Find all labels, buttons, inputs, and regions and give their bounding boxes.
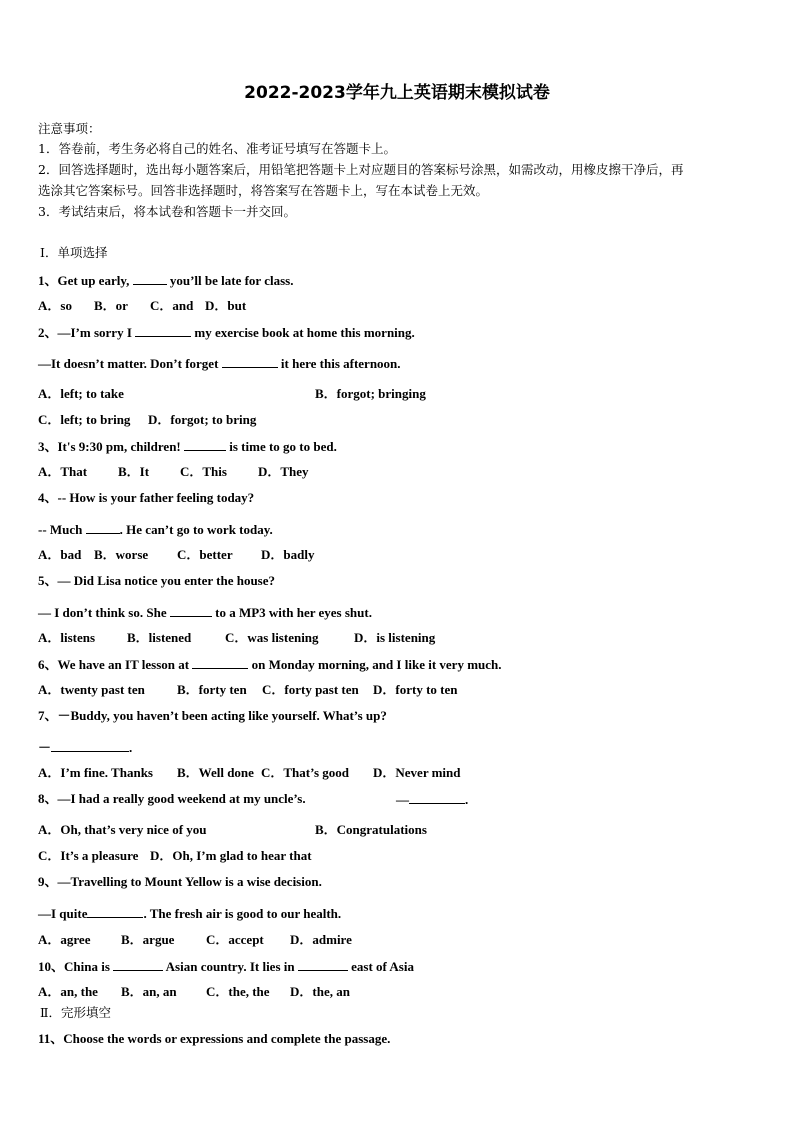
option-a[interactable]: A．an, the	[38, 984, 98, 999]
question-9-reply	[38, 905, 341, 922]
question-text: -- Much	[38, 522, 86, 537]
answer-blank	[298, 958, 348, 971]
question-2	[38, 324, 415, 341]
question-5: 5、— Did Lisa notice you enter the house?	[38, 573, 276, 588]
question-5-reply	[38, 604, 372, 621]
question-6	[38, 656, 502, 673]
option-b[interactable]: B．forgot; bringing	[315, 386, 426, 401]
option-b[interactable]: B．Congratulations	[315, 822, 427, 837]
option-d[interactable]: D．Never mind	[373, 765, 461, 780]
question-text: 2、—I’m sorry I	[38, 325, 136, 340]
option-d[interactable]: D．is listening	[354, 630, 436, 645]
option-b[interactable]: B．argue	[121, 932, 175, 947]
option-b[interactable]: B．worse	[94, 547, 149, 562]
option-b[interactable]: B．Well done	[177, 765, 254, 780]
page-title: 2022-2023学年九上英语期末模拟试卷	[244, 83, 550, 103]
option-a[interactable]: A．left; to take	[38, 386, 124, 401]
option-d[interactable]: D．badly	[261, 547, 315, 562]
question-text: －	[38, 740, 52, 755]
option-d[interactable]: D．They	[258, 464, 309, 479]
option-c[interactable]: C．the, the	[206, 984, 270, 999]
answer-blank	[113, 958, 163, 971]
question-text: Asian country. It lies in	[163, 959, 298, 974]
option-b[interactable]: B．forty ten	[177, 682, 247, 697]
question-3	[38, 438, 337, 455]
option-b[interactable]: B．or	[94, 298, 128, 313]
option-a[interactable]: A．Oh, that’s very nice of you	[38, 822, 207, 837]
option-a[interactable]: A．bad	[38, 547, 82, 562]
option-b[interactable]: B．It	[118, 464, 150, 479]
question-8-reply	[396, 791, 468, 808]
note-item-1: 1．答卷前，考生务必将自己的姓名、准考证号填写在答题卡上。	[38, 141, 396, 156]
option-d[interactable]: D．forgot; to bring	[148, 412, 257, 427]
option-b[interactable]: B．listened	[127, 630, 192, 645]
question-7: 7、－Buddy, you haven’t been acting like yourself. What’s up?	[38, 708, 387, 723]
answer-blank	[51, 739, 129, 752]
question-8: 8、—I had a really good weekend at my uncle’s.	[38, 791, 306, 806]
option-d[interactable]: D．but	[205, 298, 247, 313]
question-4-reply	[38, 521, 273, 538]
option-a[interactable]: A．listens	[38, 630, 96, 645]
option-d[interactable]: D．the, an	[290, 984, 350, 999]
option-a[interactable]: A．so	[38, 298, 72, 313]
question-text: — I don’t think so. She	[38, 605, 170, 620]
note-item-2-line-2: 选涂其它答案标号。回答非选择题时，将答案写在答题卡上，写在本试卷上无效。	[38, 183, 489, 198]
answer-blank	[170, 604, 212, 617]
option-c[interactable]: C．This	[180, 464, 227, 479]
option-d[interactable]: D．Oh, I’m glad to hear that	[150, 848, 312, 863]
question-text: on Monday morning, and I like it very much.	[248, 657, 502, 672]
question-text: to a MP3 with her eyes shut.	[211, 605, 372, 620]
answer-blank	[135, 324, 191, 337]
question-text: my exercise book at home this morning.	[191, 325, 415, 340]
option-b[interactable]: B．an, an	[121, 984, 177, 999]
note-item-3: 3．考试结束后，将本试卷和答题卡一并交回。	[38, 204, 296, 219]
question-text: 6、We have an IT lesson at	[38, 657, 193, 672]
answer-blank	[184, 438, 226, 451]
answer-blank	[133, 272, 167, 285]
question-9: 9、—Travelling to Mount Yellow is a wise decision.	[38, 874, 322, 889]
question-text: 3、It's 9:30 pm, children!	[38, 439, 185, 454]
question-1	[38, 272, 293, 289]
question-4: 4、-- How is your father feeling today?	[38, 490, 255, 505]
option-a[interactable]: A．twenty past ten	[38, 682, 145, 697]
option-c[interactable]: C．It’s a pleasure	[38, 848, 139, 863]
option-c[interactable]: C．better	[177, 547, 233, 562]
question-11: 11、Choose the words or expressions and complete the passage.	[38, 1031, 391, 1046]
question-text: . He can’t go to work today.	[119, 522, 273, 537]
answer-blank	[192, 656, 248, 669]
answer-blank	[409, 791, 465, 804]
note-item-2-line-1: 2．回答选择题时，选出每小题答案后，用铅笔把答题卡上对应题目的答案标号涂黑，如需改动，用橡皮擦干净后，再	[38, 162, 684, 177]
question-text: .	[129, 740, 133, 755]
section-heading-cloze: Ⅱ．完形填空	[40, 1005, 111, 1020]
question-7-reply	[38, 739, 132, 756]
question-text: 1、Get up early,	[38, 273, 133, 288]
question-text: it here this afternoon.	[277, 356, 401, 371]
option-c[interactable]: C．was listening	[225, 630, 319, 645]
answer-blank	[86, 521, 120, 534]
option-c[interactable]: C．That’s good	[261, 765, 350, 780]
option-c[interactable]: C．and	[150, 298, 194, 313]
option-c[interactable]: C．forty past ten	[262, 682, 359, 697]
answer-blank	[87, 905, 143, 918]
option-a[interactable]: A．That	[38, 464, 88, 479]
option-d[interactable]: D．admire	[290, 932, 352, 947]
question-text: . The fresh air is good to our health.	[143, 906, 342, 921]
option-c[interactable]: C．accept	[206, 932, 264, 947]
question-2-reply	[38, 355, 401, 372]
option-d[interactable]: D．forty to ten	[373, 682, 458, 697]
question-text: you’ll be late for class.	[166, 273, 294, 288]
section-heading-single-choice: Ⅰ．单项选择	[40, 245, 108, 260]
question-text: is time to go to bed.	[226, 439, 337, 454]
question-10	[38, 958, 414, 975]
notes-heading: 注意事项：	[38, 121, 101, 136]
option-c[interactable]: C．left; to bring	[38, 412, 131, 427]
question-text: —I quite	[38, 906, 88, 921]
question-text: —	[396, 792, 409, 807]
answer-blank	[222, 355, 278, 368]
question-text: —It doesn’t matter. Don’t forget	[38, 356, 222, 371]
option-a[interactable]: A．agree	[38, 932, 91, 947]
option-a[interactable]: A．I’m fine. Thanks	[38, 765, 153, 780]
question-text: east of Asia	[347, 959, 414, 974]
question-text: 10、China is	[38, 959, 114, 974]
question-text: .	[465, 792, 469, 807]
